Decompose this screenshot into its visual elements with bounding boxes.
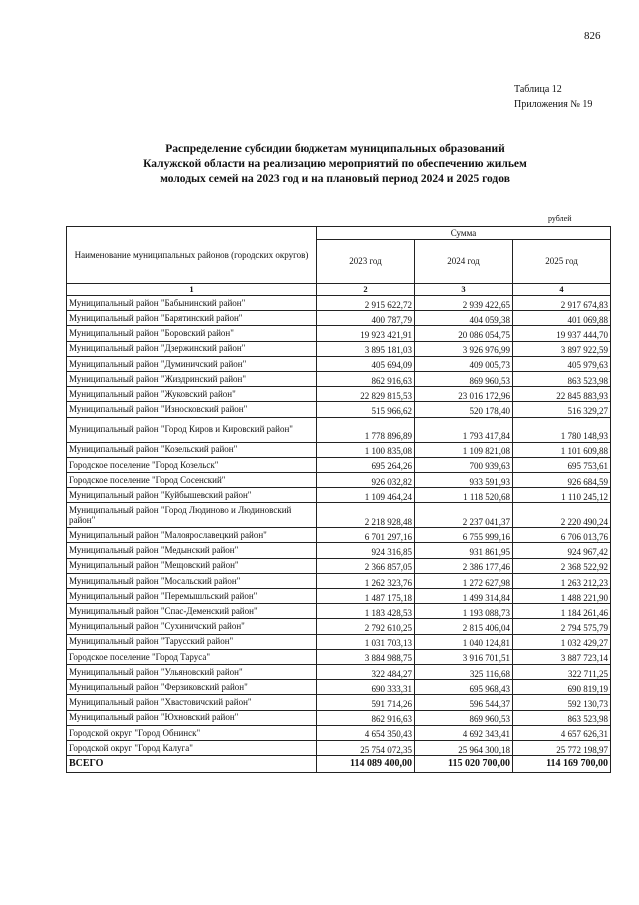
title-line-1: Распределение субсидии бюджетам муниципальных образований [165,143,505,155]
amount-2024: 4 692 343,41 [415,725,513,740]
header-year-2024: 2024 год [415,240,513,284]
table-row [67,664,611,679]
table-row [67,619,611,634]
amount-2025: 1 780 148,93 [513,417,611,442]
table-row [67,472,611,487]
municipality-name: Муниципальный район "Город Киров и Кировский район" [67,417,317,442]
amount-2025: 690 819,19 [513,680,611,695]
amount-2023: 25 754 072,35 [317,740,415,755]
table-row [67,725,611,740]
amount-2024: 23 016 172,96 [415,387,513,402]
municipality-name: Муниципальный район "Медынский район" [67,543,317,558]
municipality-name: Городской округ "Город Калуга" [67,740,317,755]
municipality-name: Муниципальный район "Козельский район" [67,442,317,457]
municipality-name: Муниципальный район "Сухиничский район" [67,619,317,634]
amount-2024: 3 926 976,99 [415,341,513,356]
amount-2024: 933 591,93 [415,472,513,487]
amount-2024: 520 178,40 [415,402,513,417]
amount-2023: 22 829 815,53 [317,387,415,402]
column-index-row [67,284,611,296]
municipality-name: Городское поселение "Город Козельск" [67,457,317,472]
table-row [67,543,611,558]
amount-2024: 325 116,68 [415,664,513,679]
amount-2024: 25 964 300,18 [415,740,513,755]
header-year-2025: 2025 год [513,240,611,284]
municipality-name: Муниципальный район "Город Людиново и Людиновский район" [67,503,317,528]
municipality-name: Муниципальный район "Износковский район" [67,402,317,417]
municipality-name: Муниципальный район "Дзержинский район" [67,341,317,356]
amount-2025: 322 711,25 [513,664,611,679]
table-row [67,311,611,326]
amount-2023: 3 884 988,75 [317,649,415,664]
amount-2025: 401 069,88 [513,311,611,326]
table-row [67,558,611,573]
amount-2024: 2 237 041,37 [415,503,513,528]
amount-2024: 596 544,37 [415,695,513,710]
header-sum: Сумма [317,227,611,240]
amount-2025: 19 937 444,70 [513,326,611,341]
amount-2025: 2 917 674,83 [513,296,611,311]
amount-2024: 2 815 406,04 [415,619,513,634]
amount-2023: 862 916,63 [317,710,415,725]
table-row [67,710,611,725]
amount-2025: 1 488 221,90 [513,589,611,604]
amount-2023: 2 218 928,48 [317,503,415,528]
table-row [67,604,611,619]
document-title [110,142,560,187]
total-label: ВСЕГО [67,756,317,773]
amount-2025: 405 979,63 [513,356,611,371]
column-index: 1 [67,284,317,296]
municipality-name: Муниципальный район "Ульяновский район" [67,664,317,679]
amount-2024: 2 939 422,65 [415,296,513,311]
amount-2025: 926 684,59 [513,472,611,487]
amount-2024: 869 960,53 [415,710,513,725]
amount-2023: 591 714,26 [317,695,415,710]
amount-2025: 1 184 261,46 [513,604,611,619]
amount-2025: 863 523,98 [513,371,611,386]
header-year-2023: 2023 год [317,240,415,284]
amount-2023: 1 031 703,13 [317,634,415,649]
amount-2023: 1 487 175,18 [317,589,415,604]
table-row [67,417,611,442]
municipality-name: Муниципальный район "Боровский район" [67,326,317,341]
municipality-name: Городское поселение "Город Таруса" [67,649,317,664]
amount-2024: 1 118 520,68 [415,488,513,503]
table-row [67,649,611,664]
amount-2025: 4 657 626,31 [513,725,611,740]
municipality-name: Муниципальный район "Малоярославецкий район" [67,528,317,543]
amount-2025: 3 897 922,59 [513,341,611,356]
amount-2024: 3 916 701,51 [415,649,513,664]
amount-2023: 1 262 323,76 [317,573,415,588]
table-row [67,326,611,341]
table-row [67,528,611,543]
table-row [67,402,611,417]
table-row [67,503,611,528]
amount-2025: 516 329,27 [513,402,611,417]
total-2023: 114 089 400,00 [317,756,415,773]
table-number: Таблица 12 [514,84,562,95]
title-line-3: молодых семей на 2023 год и на плановый период 2024 и 2025 годов [160,173,510,185]
amount-2024: 1 499 314,84 [415,589,513,604]
amount-2023: 19 923 421,91 [317,326,415,341]
amount-2023: 1 183 428,53 [317,604,415,619]
table-row [67,695,611,710]
amount-2023: 695 264,26 [317,457,415,472]
municipality-name: Муниципальный район "Перемышльский район" [67,589,317,604]
amount-2025: 2 220 490,24 [513,503,611,528]
municipality-name: Муниципальный район "Спас-Деменский район" [67,604,317,619]
amount-2024: 1 272 627,98 [415,573,513,588]
amount-2025: 1 032 429,27 [513,634,611,649]
amount-2024: 931 861,95 [415,543,513,558]
amount-2025: 2 794 575,79 [513,619,611,634]
total-2024: 115 020 700,00 [415,756,513,773]
amount-2024: 1 193 088,73 [415,604,513,619]
amount-2025: 924 967,42 [513,543,611,558]
amount-2024: 6 755 999,16 [415,528,513,543]
amount-2023: 2 366 857,05 [317,558,415,573]
amount-2023: 924 316,85 [317,543,415,558]
table-row [67,341,611,356]
amount-2023: 926 032,82 [317,472,415,487]
amount-2024: 695 968,43 [415,680,513,695]
amount-2025: 22 845 883,93 [513,387,611,402]
subsidy-table [66,226,611,773]
amount-2025: 695 753,61 [513,457,611,472]
column-index: 2 [317,284,415,296]
amount-2025: 1 110 245,12 [513,488,611,503]
municipality-name: Муниципальный район "Жиздринский район" [67,371,317,386]
municipality-name: Муниципальный район "Мосальский район" [67,573,317,588]
municipality-name: Муниципальный район "Юхновский район" [67,710,317,725]
amount-2025: 2 368 522,92 [513,558,611,573]
total-2025: 114 169 700,00 [513,756,611,773]
amount-2023: 2 915 622,72 [317,296,415,311]
amount-2025: 592 130,73 [513,695,611,710]
municipality-name: Муниципальный район "Думиничский район" [67,356,317,371]
municipality-name: Муниципальный район "Мещовский район" [67,558,317,573]
table-row [67,371,611,386]
amount-2024: 409 005,73 [415,356,513,371]
amount-2023: 862 916,63 [317,371,415,386]
municipality-name: Муниципальный район "Бабынинский район" [67,296,317,311]
table-body [67,296,611,773]
amount-2024: 1 040 124,81 [415,634,513,649]
amount-2024: 1 109 821,08 [415,442,513,457]
title-line-2: Калужской области на реализацию мероприятий по обеспечению жильем [143,158,527,170]
municipality-name: Городской округ "Город Обнинск" [67,725,317,740]
amount-2023: 1 778 896,89 [317,417,415,442]
table-row [67,457,611,472]
amount-2024: 20 086 054,75 [415,326,513,341]
amount-2025: 3 887 723,14 [513,649,611,664]
table-row [67,573,611,588]
table-row [67,387,611,402]
units-label: рублей [548,214,572,223]
amount-2023: 405 694,09 [317,356,415,371]
amount-2023: 515 966,62 [317,402,415,417]
amount-2023: 3 895 181,03 [317,341,415,356]
header-name: Наименование муниципальных районов (городских округов) [67,227,317,284]
municipality-name: Муниципальный район "Хвастовичский район" [67,695,317,710]
amount-2024: 869 960,53 [415,371,513,386]
table-row [67,356,611,371]
table-row [67,442,611,457]
amount-2023: 6 701 297,16 [317,528,415,543]
page-number: 826 [584,30,601,42]
amount-2025: 25 772 198,97 [513,740,611,755]
column-index: 4 [513,284,611,296]
amount-2023: 1 100 835,08 [317,442,415,457]
amount-2023: 1 109 464,24 [317,488,415,503]
amount-2024: 1 793 417,84 [415,417,513,442]
table-row [67,740,611,755]
amount-2025: 863 523,98 [513,710,611,725]
amount-2023: 322 484,27 [317,664,415,679]
table-row [67,680,611,695]
amount-2025: 1 101 609,88 [513,442,611,457]
amount-2023: 690 333,31 [317,680,415,695]
column-index: 3 [415,284,513,296]
total-row [67,756,611,773]
table-row [67,589,611,604]
table-row [67,296,611,311]
municipality-name: Муниципальный район "Барятинский район" [67,311,317,326]
municipality-name: Муниципальный район "Жуковский район" [67,387,317,402]
amount-2023: 400 787,79 [317,311,415,326]
amount-2024: 404 059,38 [415,311,513,326]
table-row [67,488,611,503]
amount-2023: 2 792 610,25 [317,619,415,634]
amount-2023: 4 654 350,43 [317,725,415,740]
amount-2024: 2 386 177,46 [415,558,513,573]
municipality-name: Муниципальный район "Куйбышевский район" [67,488,317,503]
table-reference [514,82,592,112]
municipality-name: Муниципальный район "Тарусский район" [67,634,317,649]
amount-2024: 700 939,63 [415,457,513,472]
amount-2025: 6 706 013,76 [513,528,611,543]
amount-2025: 1 263 212,23 [513,573,611,588]
table-row [67,634,611,649]
appendix-number: Приложения № 19 [514,99,593,110]
municipality-name: Городское поселение "Город Сосенский" [67,472,317,487]
municipality-name: Муниципальный район "Ферзиковский район" [67,680,317,695]
